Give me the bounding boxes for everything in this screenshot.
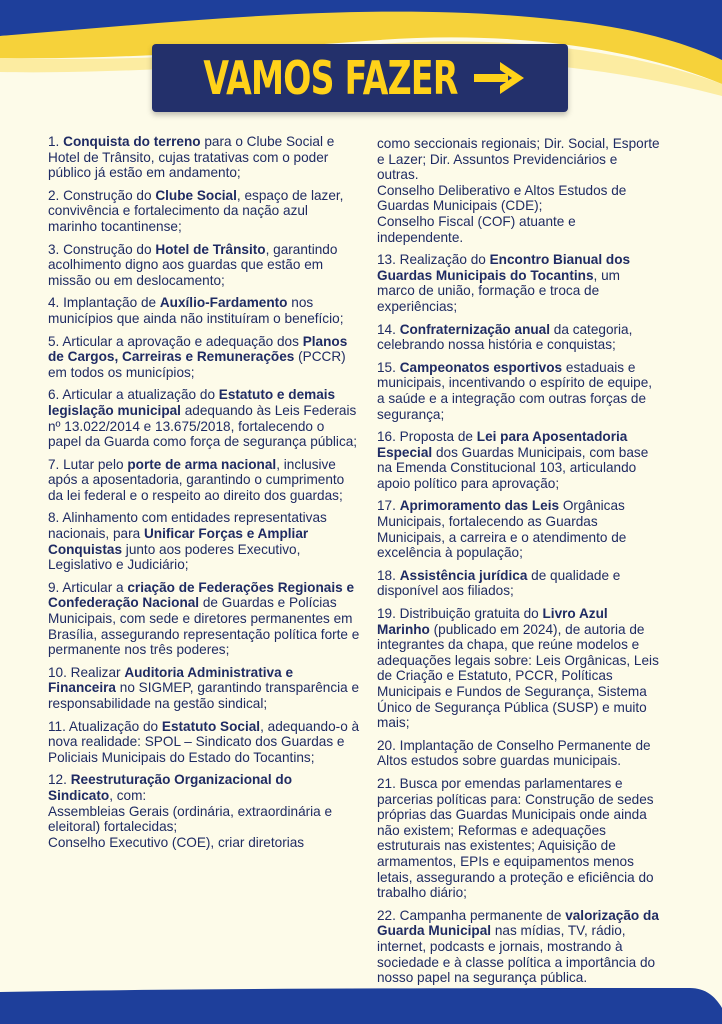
- proposal-item: 11. Atualização do Estatuto Social, adequando-o à nova realidade: SPOL – Sindicato dos Guardas e Policiais Municipais do Estado do Tocantins;: [48, 718, 360, 765]
- proposal-item: 19. Distribuição gratuita do Livro Azul Marinho (publicado em 2024), de autoria de integrantes da chapa, que reúne modelos e adequações legais sobre: Leis Orgânicas, Leis de Criação e Estatuto, PCCR, Políticas Municipais e Fundos de Segurança, Sistema Único de Segurança Pública (SUSP) e muito mais;: [377, 606, 659, 731]
- proposal-item: 21. Busca por emendas parlamentares e parcerias políticas para: Construção de sedes próprias das Guardas Municipais onde ainda não existem; Reformas e adequações estruturais nas existentes; Aquisição de armamentos, EPIs e equipamentos menos letais, assegurando a proteção e eficiência do trabalho diário;: [377, 775, 654, 901]
- page-title: VAMOS FAZER: [203, 51, 459, 105]
- proposal-item: 9. Articular a criação de Federações Regionais e Confederação Nacional de Guardas e Polícias Municipais, com sede e diretores permanentes em Brasília, assegurando representação política forte e permanente nos três poderes;: [48, 579, 360, 658]
- proposal-item: 5. Articular a aprovação e adequação dos Planos de Cargos, Carreiras e Remunerações (PCCR) em todos os municípios;: [48, 333, 348, 380]
- proposal-item: 20. Implantação de Conselho Permanente de Altos estudos sobre guardas municipais.: [377, 737, 651, 769]
- proposal-item: 2. Construção do Clube Social, espaço de lazer, convivência e fortalecimento da nação azul marinho tocantinense;: [48, 187, 344, 234]
- bottom-band: [0, 988, 722, 1024]
- proposal-item: 22. Campanha permanente de valorização da Guarda Municipal nas mídias, TV, rádio, internet, podcasts e jornais, mostrando à sociedade e à classe política a importância do nosso papel na segurança pública.: [377, 907, 659, 986]
- arrow-right-icon: [472, 58, 526, 98]
- proposal-item: 14. Confraternização anual da categoria, celebrando nossa história e conquistas;: [377, 321, 633, 353]
- proposal-item: 6. Articular a atualização do Estatuto e demais legislação municipal adequando às Leis Federais nº 13.022/2014 e 13.675/2018, fortalecendo o papel da Guarda como força de segurança pública;: [48, 387, 358, 450]
- proposal-item: 1. Conquista do terreno para o Clube Social e Hotel de Trânsito, cujas tratativas com o poder público já estão em andamento;: [48, 134, 335, 181]
- proposals-column-left: [48, 134, 360, 857]
- proposal-item: 8. Alinhamento com entidades representativas nacionais, para Unificar Forças e Ampliar Conquistas junto aos poderes Executivo, Legislativo e Judiciário;: [48, 510, 327, 573]
- proposal-item: 18. Assistência jurídica de qualidade e disponível aos filiados;: [377, 567, 621, 599]
- proposal-item: 13. Realização do Encontro Bianual dos Guardas Municipais do Tocantins, um marco de união, formação e troca de experiências;: [377, 252, 631, 314]
- proposal-item-continued: como seccionais regionais; Dir. Social, Esporte e Lazer; Dir. Assuntos Previdenciários e outras. Conselho Deliberativo e Altos Estudos de Guardas Municipais (CDE); Conselho Fiscal (COF) atuante e independente.: [377, 136, 660, 245]
- proposal-item: 17. Aprimoramento das Leis Orgânicas Municipais, fortalecendo as Guardas Municipais, a carreira e o atendimento de excelência à população;: [377, 498, 627, 561]
- proposal-item: 7. Lutar pelo porte de arma nacional, inclusive após a aposentadoria, garantindo o cumprimento da lei federal e o respeito ao direito dos guardas;: [48, 456, 345, 503]
- title-banner: [152, 44, 568, 112]
- proposal-item: 16. Proposta de Lei para Aposentadoria Especial dos Guardas Municipais, com base na Emenda Constitucional 103, articulando apoio político para aprovação;: [377, 429, 649, 491]
- proposals-column-right: [377, 136, 661, 993]
- proposal-item: 12. Reestruturação Organizacional do Sindicato, com: Assembleias Gerais (ordinária, extraordinária e eleitoral) fortalecidas; Conselho Executivo (COE), criar diretorias: [48, 772, 333, 850]
- proposal-item: 3. Construção do Hotel de Trânsito, garantindo acolhimento digno aos guardas que estão em missão ou em deslocamento;: [48, 241, 338, 288]
- proposal-item: 10. Realizar Auditoria Administrativa e Financeira no SIGMEP, garantindo transparência e responsabilidade na gestão sindical;: [48, 664, 360, 711]
- proposal-item: 4. Implantação de Auxílio-Fardamento nos municípios que ainda não instituíram o benefício;: [48, 295, 344, 326]
- proposal-item: 15. Campeonatos esportivos estaduais e municipais, incentivando o espírito de equipe, a saúde e a integração com outras forças de segurança;: [377, 359, 653, 422]
